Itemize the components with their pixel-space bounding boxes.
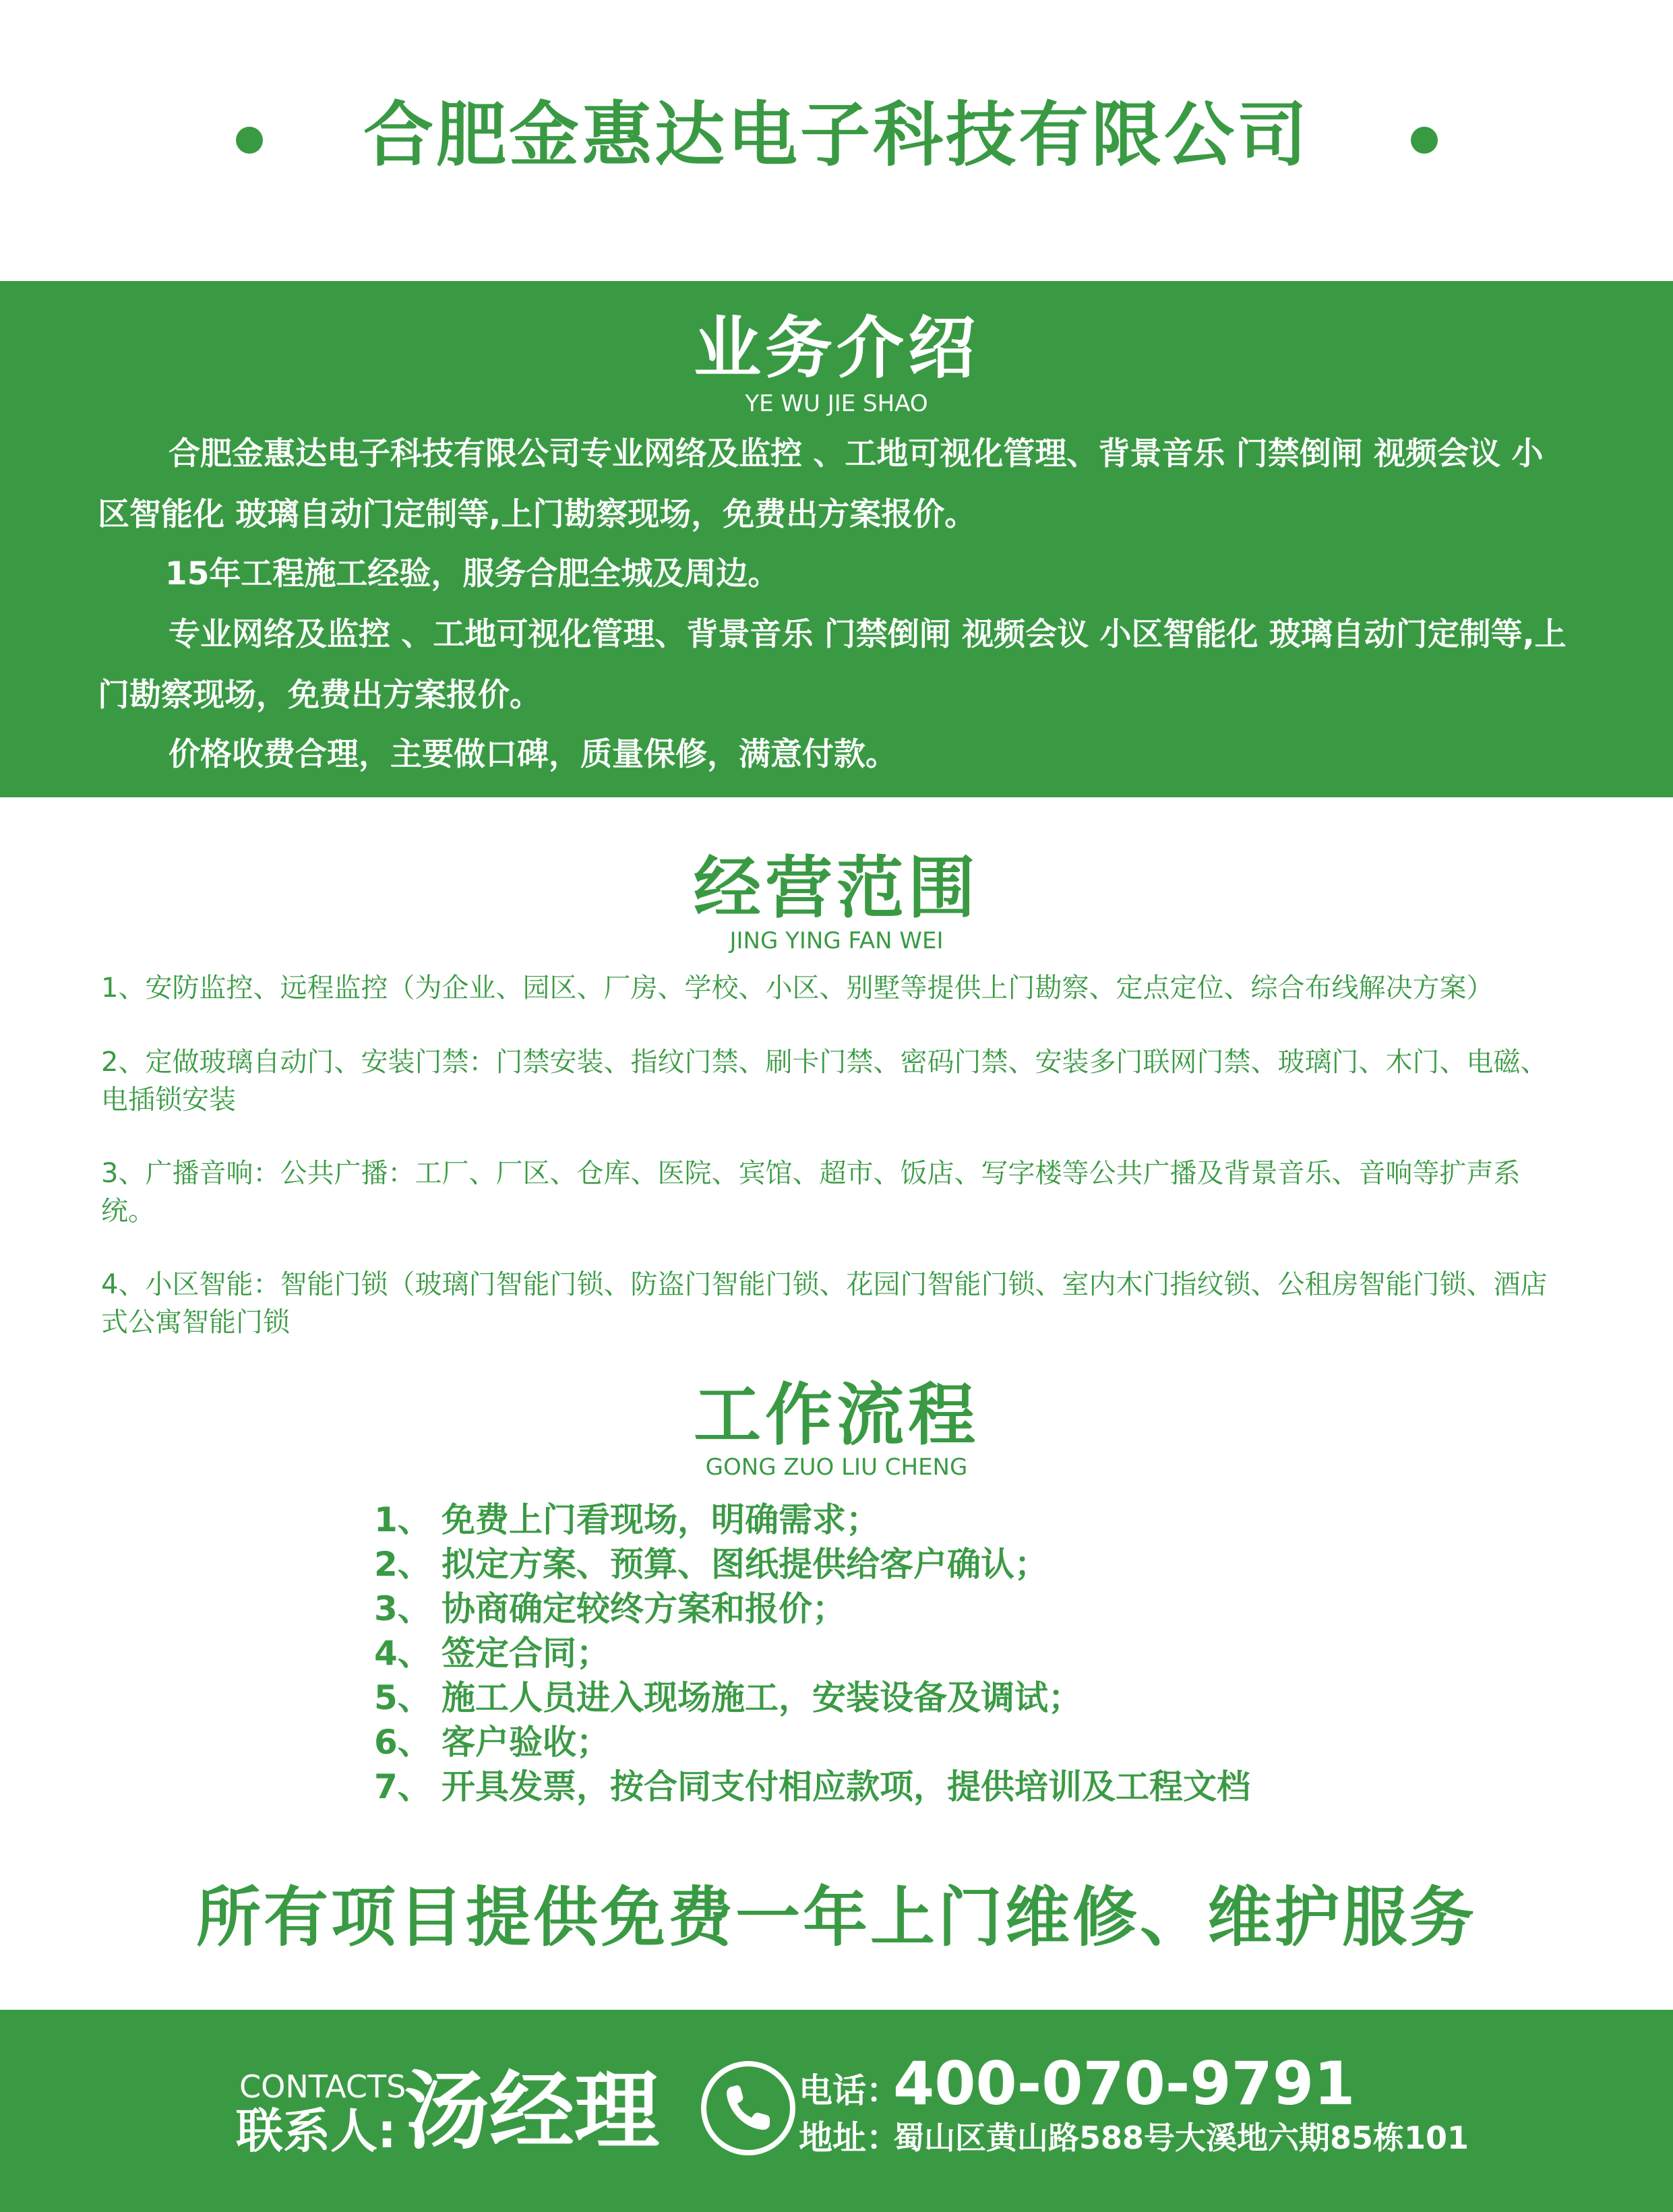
intro-paragraph: 专业网络及监控 、工地可视化管理、背景音乐 门禁倒闸 视频会议 小区智能化 玻璃自动门定制等,上门勘察现场，免费出方案报价。 bbox=[98, 616, 1566, 714]
step-number: 3、 bbox=[374, 1589, 431, 1628]
company-name: 合肥金惠达电子科技有限公司 bbox=[363, 94, 1310, 176]
address-value: 蜀山区黄山路588号大溪地六期85栋101 bbox=[893, 2120, 1469, 2156]
step-text: 签定合同； bbox=[442, 1634, 610, 1673]
workflow-subtitle: GONG ZUO LIU CHENG bbox=[705, 1454, 968, 1481]
business-intro-title: 业务介绍 bbox=[694, 309, 979, 388]
scope-item: 2、定做玻璃自动门、安装门禁：门禁安装、指纹门禁、刷卡门禁、密码门禁、安装多门联网门禁、玻璃门、木门、电磁、电插锁安装 bbox=[101, 1047, 1548, 1115]
step-number: 4、 bbox=[374, 1634, 431, 1673]
workflow-step bbox=[374, 1587, 1520, 1631]
workflow-step bbox=[374, 1764, 1520, 1809]
contact-person-name: 汤经理 bbox=[404, 2062, 659, 2161]
step-text: 免费上门看现场，明确需求； bbox=[442, 1500, 880, 1539]
workflow-step bbox=[374, 1498, 1520, 1542]
intro-paragraph: 合肥金惠达电子科技有限公司专业网络及监控 、工地可视化管理、背景音乐 门禁倒闸 视频会议 小区智能化 玻璃自动门定制等,上门勘察现场，免费出方案报价。 bbox=[98, 435, 1544, 533]
business-intro-subtitle: YE WU JIE SHAO bbox=[745, 390, 928, 417]
step-text: 客户验收； bbox=[442, 1723, 610, 1762]
scope-item: 3、广播音响：公共广播：工厂、厂区、仓库、医院、宾馆、超市、饭店、写字楼等公共广播及背景音乐、音响等扩声系统。 bbox=[101, 1158, 1521, 1227]
scope-item: 1、安防监控、远程监控（为企业、园区、厂房、学校、小区、别墅等提供上门勘察、定点定位、综合布线解决方案） bbox=[101, 973, 1494, 1004]
step-number: 2、 bbox=[374, 1545, 431, 1584]
contact-footer bbox=[0, 2010, 1673, 2212]
header-bullet-right bbox=[1411, 127, 1438, 154]
step-text: 协商确定较终方案和报价； bbox=[442, 1589, 846, 1628]
service-banner: 所有项目提供免费一年上门维修、维护服务 bbox=[196, 1880, 1477, 1955]
contacts-label: CONTACTS bbox=[239, 2068, 406, 2105]
workflow-step bbox=[374, 1542, 1520, 1587]
contact-person-label: 联系人: bbox=[236, 2103, 396, 2159]
phone-icon bbox=[701, 2061, 795, 2155]
step-number: 5、 bbox=[374, 1678, 431, 1717]
workflow-step bbox=[374, 1676, 1520, 1720]
workflow-title: 工作流程 bbox=[694, 1376, 979, 1454]
step-number: 1、 bbox=[374, 1500, 431, 1539]
workflow-step bbox=[374, 1631, 1520, 1676]
business-scope-title: 经营范围 bbox=[694, 849, 979, 927]
address-label: 地址： bbox=[799, 2118, 900, 2157]
step-text: 施工人员进入现场施工，安装设备及调试； bbox=[442, 1678, 1082, 1717]
intro-paragraph: 价格收费合理，主要做口碑，质量保修，满意付款。 bbox=[169, 736, 897, 773]
business-scope-subtitle: JING YING FAN WEI bbox=[729, 927, 944, 954]
intro-paragraph: 15年工程施工经验，服务合肥全城及周边。 bbox=[165, 555, 780, 592]
phone-label: 电话： bbox=[799, 2071, 900, 2110]
step-number: 6、 bbox=[374, 1723, 431, 1762]
step-text: 拟定方案、预算、图纸提供给客户确认； bbox=[442, 1545, 1048, 1584]
phone-number: 400-070-9791 bbox=[893, 2049, 1356, 2118]
step-number: 7、 bbox=[374, 1767, 431, 1806]
scope-item: 4、小区智能：智能门锁（玻璃门智能门锁、防盗门智能门锁、花园门智能门锁、室内木门指纹锁、公租房智能门锁、酒店式公寓智能门锁 bbox=[101, 1269, 1548, 1338]
workflow-step bbox=[374, 1720, 1520, 1764]
business-intro-section bbox=[0, 281, 1673, 797]
step-text: 开具发票，按合同支付相应款项，提供培训及工程文档 bbox=[442, 1767, 1250, 1806]
workflow-steps bbox=[374, 1498, 1520, 1809]
